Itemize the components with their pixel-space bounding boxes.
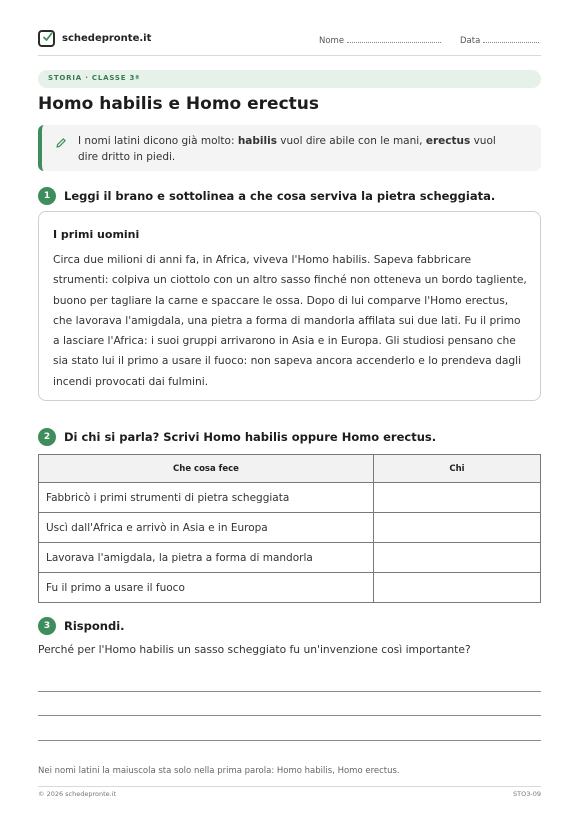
answer-cell[interactable] <box>374 543 541 573</box>
tip-box <box>38 125 541 171</box>
step-1-number: 1 <box>38 187 56 205</box>
reading-box <box>38 211 541 401</box>
tip-text: I nomi latini dicono già molto: habilis vuol dire abile con le mani, erectus vuol dire dritto in piedi. <box>78 135 496 163</box>
answer-cell[interactable] <box>374 513 541 543</box>
open-question: Perché per l'Homo habilis un sasso scheggiato fu un'invenzione così importante? <box>38 643 471 656</box>
answer-line[interactable] <box>38 740 541 741</box>
page-header <box>38 30 541 56</box>
step-2-instruction: Di chi si parla? Scrivi Homo habilis oppure Homo erectus. <box>64 430 437 444</box>
answer-cell[interactable] <box>374 483 541 513</box>
date-label: Data <box>460 36 481 46</box>
table-row <box>39 483 541 513</box>
column-header-what: Che cosa fece <box>39 455 374 483</box>
brand-name: schedepronte.it <box>62 33 152 44</box>
tip-word-erectus: erectus <box>425 135 471 147</box>
step-3-instruction: Rispondi. <box>64 619 125 633</box>
footnote: Nei nomi latini la maiuscola sta solo nella prima parola: Homo habilis, Homo erectus. <box>38 766 400 776</box>
row-statement: Fu il primo a usare il fuoco <box>39 573 374 603</box>
table-row <box>39 573 541 603</box>
row-statement: Fabbricò i primi strumenti di pietra scheggiata <box>39 483 374 513</box>
row-statement: Uscì dall'Africa e arrivò in Asia e in Europa <box>39 513 374 543</box>
step-3-number: 3 <box>38 617 56 635</box>
answer-table <box>38 454 541 603</box>
answer-line[interactable] <box>38 691 541 692</box>
name-label: Nome <box>319 36 345 46</box>
row-statement: Lavorava l'amigdala, la pietra a forma di mandorla <box>39 543 374 573</box>
date-field[interactable] <box>460 35 539 46</box>
subject-tag-label: STORIA · CLASSE 3ª <box>48 74 140 82</box>
page-title: Homo habilis e Homo erectus <box>38 94 320 114</box>
name-field[interactable] <box>319 35 441 46</box>
copyright: © 2026 schedepronte.it <box>38 790 117 798</box>
reading-text[interactable]: Circa due milioni di anni fa, in Africa, viveva l'Homo habilis. Sapeva fabbricare strumenti: colpiva un ciottolo con un altro sasso finché non otteneva un bordo tagliente, buono per tagliare la carne e spaccare le ossa. Dopo di lui comparve l'Homo erectus, che lavorava l'amigdala, una pietra a forma di mandorla affilata sui due lati. Fu il primo a lasciare l'Africa: i suoi gruppi arrivarono in Asia e in Europa. Gli studiosi pensano che sia stato lui il primo a usare il fuoco: non sapeva ancora accenderlo e lo prendeva dagli incendi provocati dai fulmini. <box>53 253 527 388</box>
table-header-row <box>39 455 541 483</box>
table-row <box>39 513 541 543</box>
tip-word-habilis: habilis <box>237 135 277 147</box>
answer-line[interactable] <box>38 715 541 716</box>
subject-tag <box>38 70 541 88</box>
step-1-instruction: Leggi il brano e sottolinea a che cosa serviva la pietra scheggiata. <box>64 189 496 203</box>
reading-title: I primi uomini <box>53 228 140 241</box>
worksheet-code: STO3-09 <box>513 790 541 798</box>
footer-divider <box>38 786 541 787</box>
step-2-number: 2 <box>38 428 56 446</box>
pencil-icon <box>55 137 67 149</box>
answer-cell[interactable] <box>374 573 541 603</box>
table-row <box>39 543 541 573</box>
column-header-who: Chi <box>374 455 541 483</box>
checkbox-logo-icon <box>38 30 55 47</box>
